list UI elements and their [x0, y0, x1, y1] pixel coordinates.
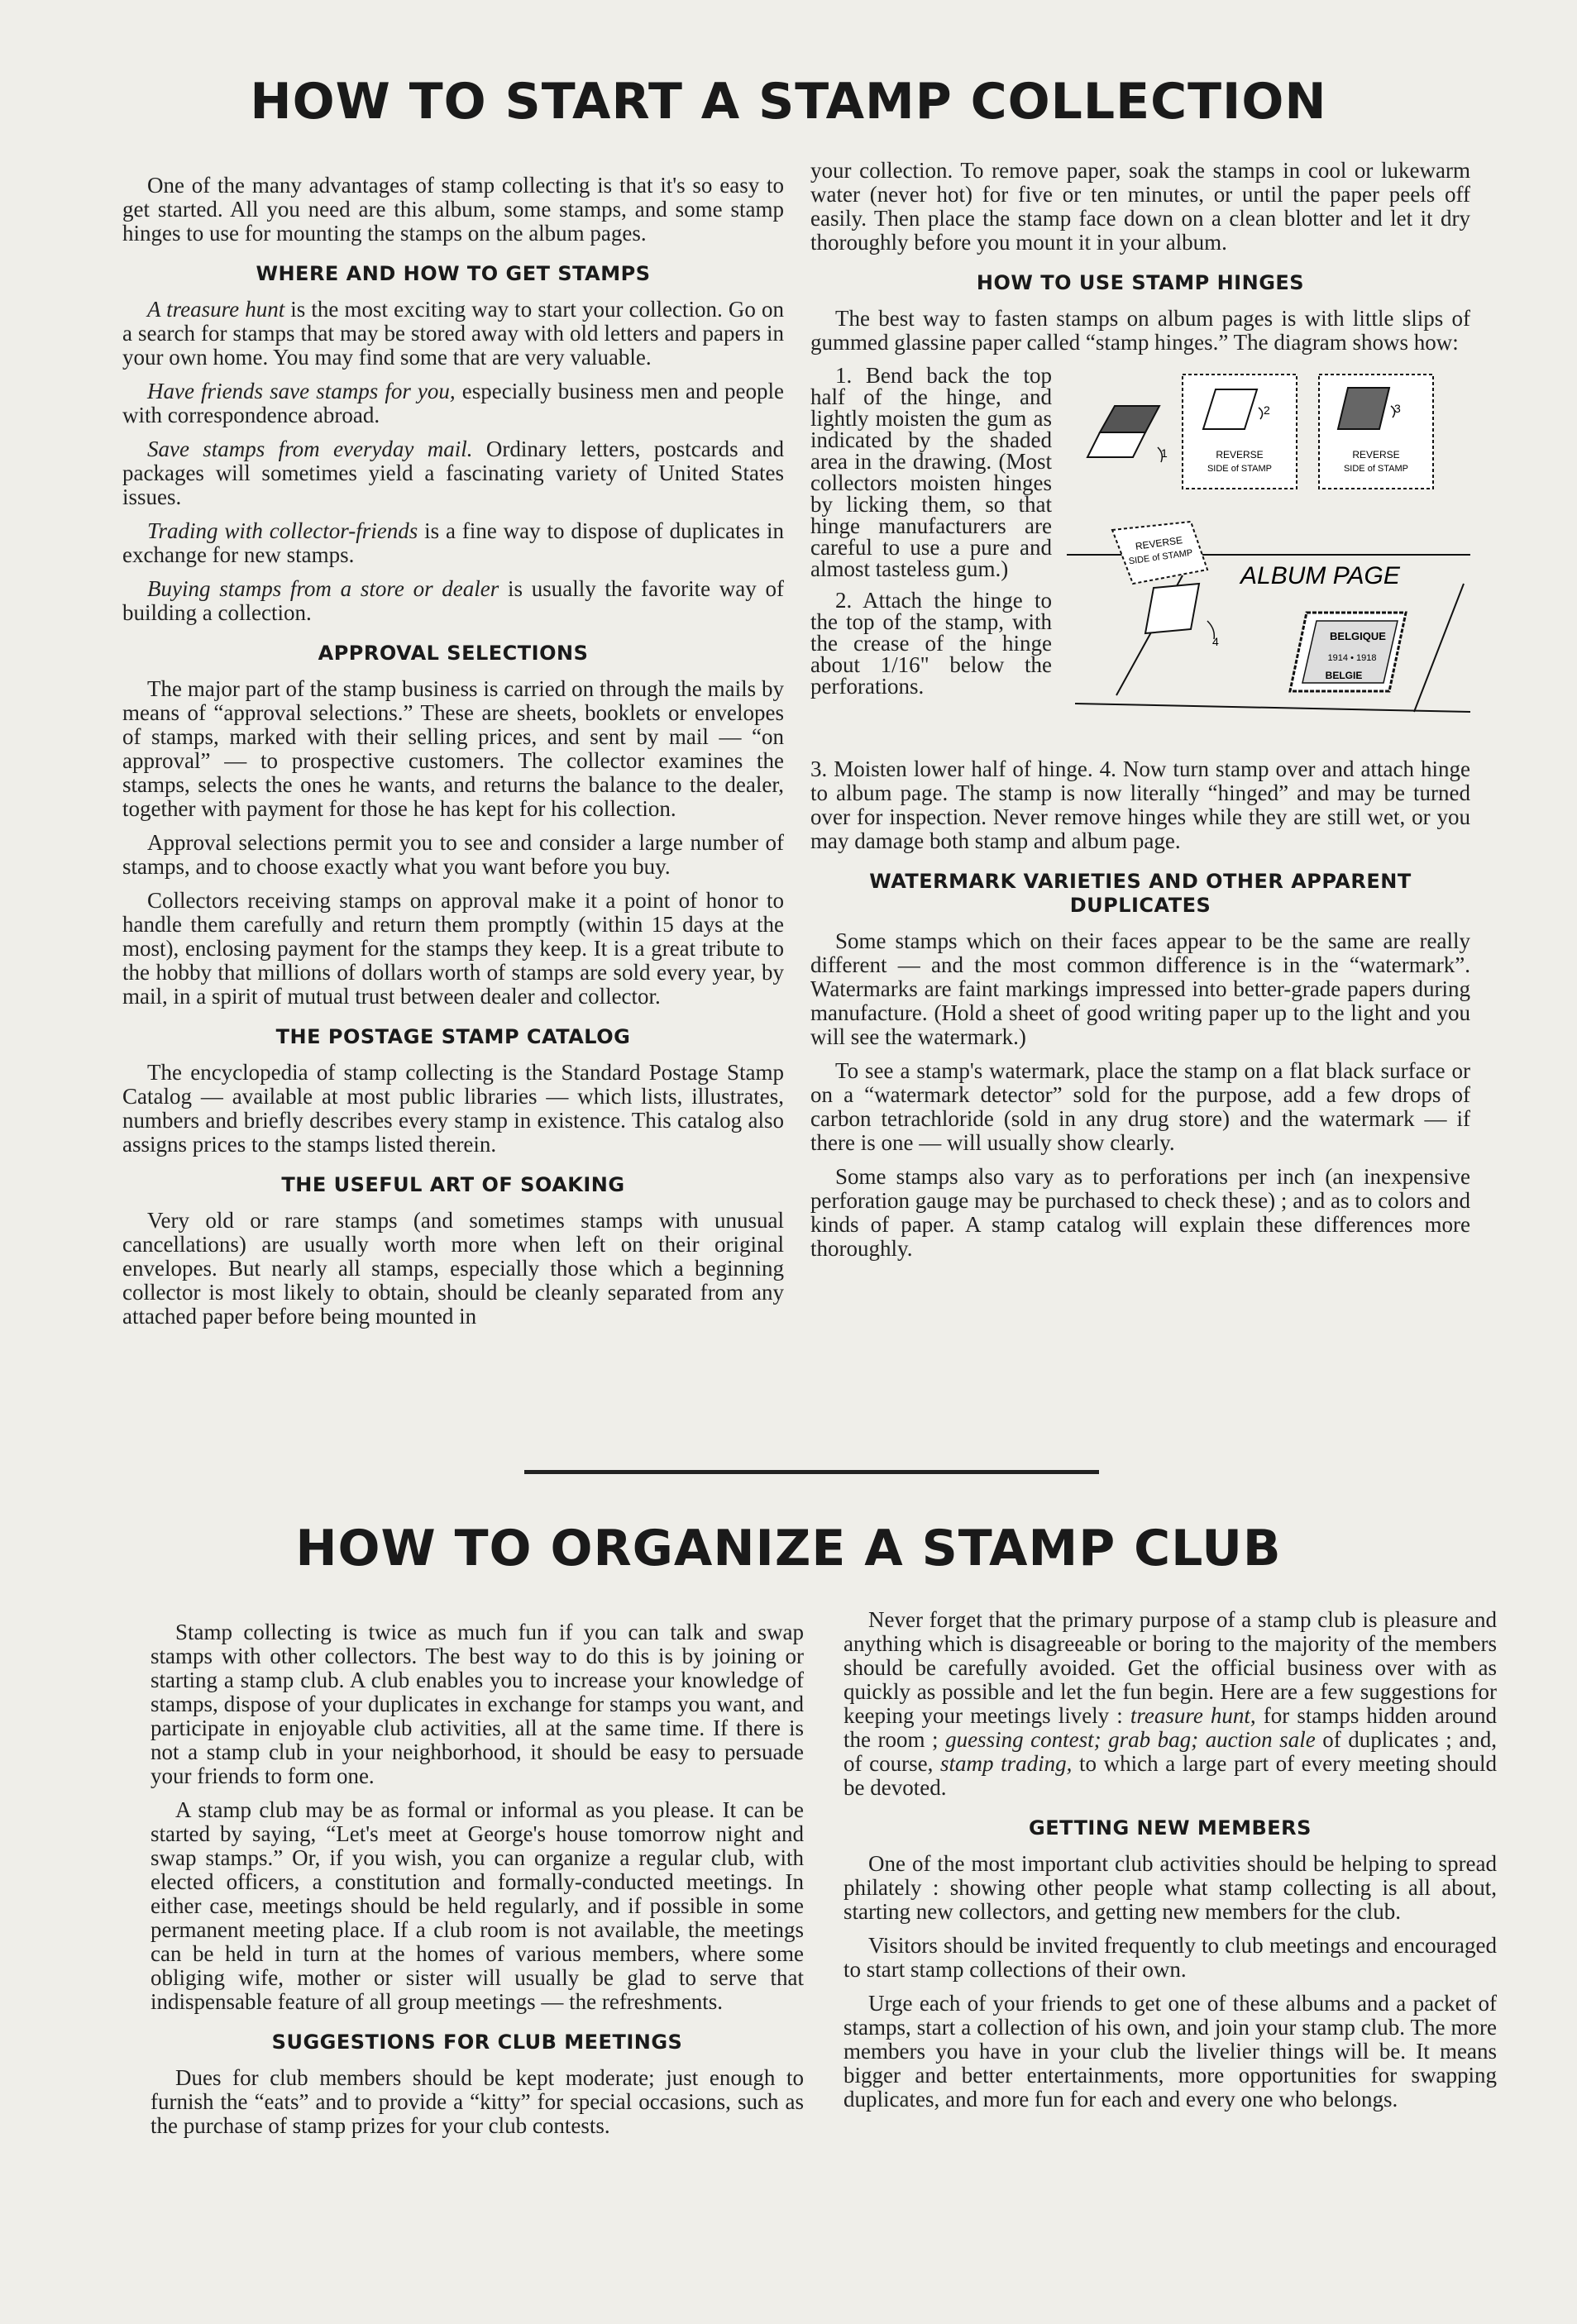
reverse-label-line2: SIDE of STAMP [1343, 464, 1409, 474]
members-heading: GETTING NEW MEMBERS [1029, 1816, 1312, 1840]
hinge-step1-drawing [1087, 406, 1168, 462]
step-number-1: 1 [1161, 446, 1168, 460]
club-section-title: HOW TO ORGANIZE A STAMP CLUB [295, 1520, 1282, 1577]
approval-paragraph-3: Collectors receiving stamps on approval make it a point of honor to handle them carefully and return them promptly (within 15 days at the most), enclosing payment for the stamps they keep. It is a great tribute to the hobby that millions of dollars worth of stamps are sold every year, by mail, in a spirit of mutual trust between dealer and collector. [122, 888, 784, 1009]
friends-paragraph [122, 379, 784, 427]
paragraph-text: especially business men and people with correspondence abroad. [122, 379, 784, 427]
reverse-label-line1: REVERSE [1216, 449, 1264, 461]
right-column-top [810, 159, 1470, 1271]
stamp-country-top: BELGIQUE [1330, 630, 1386, 642]
suggestions-heading: SUGGESTIONS FOR CLUB MEETINGS [271, 2031, 683, 2054]
soaking-continued-paragraph: your collection. To remove paper, soak the stamps in cool or lukewarm water (never hot) for five or ten minutes, or until the paper peels off easily. Then place the stamp face down on a clean blotter and let it dry thoroughly before you mount it in your album. [810, 158, 1470, 255]
watermark-paragraph-3: Some stamps also vary as to perforations per inch (an inexpensive perforation gauge may be purchased to check these) ; and as to colors and kinds of paper. A stamp catalog will explain these differences more thoroughly. [810, 1164, 1470, 1261]
reverse-stamp-step3 [1319, 375, 1433, 489]
paragraph-text: Ordinary letters, postcards and packages will sometimes yield a fascinating variety of United States issues. [122, 437, 784, 509]
emphasis: stamp trading, [939, 1751, 1073, 1776]
club-paragraph-2: A stamp club may be as formal or informal as you please. It can be started by saying, “Let's meet at George's house tomorrow night and swap stamps.” Or, if you wish, you can organize a regular club, with elected officers, a constitution and formally-conducted meetings. In either case, meetings should be held regularly, and if possible in some permanent meeting place. If a club room is not available, the meetings can be held in turn at the homes of various members, where some obliging wife, mother or sister will usually be glad to serve that indispensable feature of all group meetings — the refreshments. [151, 1797, 804, 2014]
right-column-bottom [843, 1608, 1497, 2121]
section-divider [524, 1470, 1099, 1474]
paragraph-text: is usually the favorite way of building a collection. [122, 576, 784, 625]
paragraph-text: is the most exciting way to start your collection. Go on a search for stamps that may be stored away with old letters and papers in your own home. You may find some that are very valuable. [122, 297, 784, 370]
hinge-steps-text [810, 365, 1052, 757]
emphasis: guessing contest; grab bag; auction sale [945, 1727, 1316, 1752]
step-number-2: 2 [1264, 403, 1270, 417]
left-column-top [122, 174, 784, 1339]
hinges-heading: HOW TO USE STAMP HINGES [976, 271, 1305, 294]
watermark-heading: WATERMARK VARIETIES AND OTHER APPARENT DUPLICATES [869, 870, 1412, 917]
paragraph-text: to which a large part of every meeting should be devoted. [843, 1751, 1497, 1800]
hinge-steps [810, 365, 1470, 757]
approval-heading: APPROVAL SELECTIONS [318, 642, 589, 665]
paragraph-text: Never forget that the primary purpose of a stamp club is pleasure and anything which is disagreeable or boring to the majority of the members should be carefully avoided. Get the official business over with as quickly as possible and let the fun begin. Here are a few suggestions for keeping your meetings lively : [843, 1607, 1497, 1728]
reverse-stamp-step2 [1183, 375, 1297, 489]
approval-paragraph-2: Approval selections permit you to see and consider a large number of stamps, and to choose exactly what you want before you buy. [122, 830, 784, 879]
reverse-label-line2: SIDE of STAMP [1128, 547, 1194, 567]
emphasis: Buying stamps from a store or dealer [147, 576, 499, 601]
hinge-diagram [1067, 365, 1470, 757]
members-paragraph-3: Urge each of your friends to get one of these albums and a packet of stamps, start a collection of his own, and join your stamp club. The more members you have in your club the livelier things will be. It means bigger and better entertainments, more opportunities for swapping duplicates, and more fun for each and every one who belongs. [843, 1991, 1497, 2112]
watermark-paragraph-2: To see a stamp's watermark, place the stamp on a flat black surface or on a “watermark detector” sold for the purpose, add a few drops of carbon tetrachloride (sold in any drug store) and the watermark — if there is one — will usually show clearly. [810, 1058, 1470, 1155]
reverse-label-line1: REVERSE [1352, 449, 1400, 461]
emphasis: Save stamps from everyday mail. [147, 437, 473, 461]
stamp-years: 1914 • 1918 [1327, 653, 1377, 663]
emphasis: Trading with collector-friends [147, 518, 418, 543]
treasure-hunt-paragraph [122, 298, 784, 370]
catalog-heading: THE POSTAGE STAMP CATALOG [275, 1025, 631, 1048]
hinge-diagram-illustration [1067, 365, 1470, 757]
step-1: 1. Bend back the top half of the hinge, and lightly moisten the gum as indicated by the shaded area in the drawing. (Most collectors moisten hinges by licking them, so that hinge manufacturers are careful to use a pure and almost tasteless gum.) [810, 363, 1052, 581]
meetings-paragraph [843, 1608, 1497, 1800]
approval-paragraph-1: The major part of the stamp business is carried on through the mails by means of “approval selections.” These are sheets, booklets or envelopes of stamps, marked with their selling prices, and sent by mail — “on approval” — to prospective customers. The collector examines the stamps, selects the ones he wants, and returns the balance to the dealer, together with payment for those he has kept for his collection. [122, 676, 784, 821]
watermark-paragraph-1: Some stamps which on their faces appear to be the same are really different — and the most common difference is in the “watermark”. Watermarks are faint markings impressed into better-grade papers during manufacture. (Hold a sheet of good writing paper up to the light and you will see the watermark.) [810, 928, 1470, 1049]
paragraph-text: of duplicates ; and, of course, [843, 1727, 1497, 1776]
emphasis: Have friends save stamps for you, [147, 379, 456, 403]
step-3-4: 3. Moisten lower half of hinge. 4. Now turn stamp over and attach hinge to album page. The stamp is now literally “hinged” and may be turned over for inspection. Never remove hinges while they are still wet, or you may damage both stamp and album page. [810, 756, 1470, 853]
members-paragraph-2: Visitors should be invited frequently to club meetings and encouraged to start stamp collections of their own. [843, 1933, 1497, 1982]
intro-paragraph: One of the many advantages of stamp collecting is that it's so easy to get started. All you need are this album, some stamps, and some stamp hinges to use for mounting the stamps on the album pages. [122, 173, 784, 246]
hinges-paragraph: The best way to fasten stamps on album pages is with little slips of gummed glassine paper called “stamp hinges.” The diagram shows how: [810, 306, 1470, 355]
emphasis: A treasure hunt [147, 297, 285, 322]
club-paragraph-1: Stamp collecting is twice as much fun if you can talk and swap stamps with other collectors. The best way to do this is by joining or starting a stamp club. A club enables you to increase your knowledge of stamps, dispose of your duplicates in exchange for stamps you want, and participate in enjoyable club activities, all at the same time. If there is not a stamp club in your neighborhood, it should be easy to persuade your friends to form one. [151, 1620, 804, 1788]
stamp-country-bottom: BELGIE [1325, 670, 1363, 681]
suggestions-paragraph: Dues for club members should be kept moderate; just enough to furnish the “eats” and to provide a “kitty” for special occasions, such as the purchase of stamp prizes for your club contests. [151, 2065, 804, 2138]
mail-paragraph [122, 437, 784, 509]
trading-paragraph [122, 519, 784, 567]
emphasis: treasure hunt, [1130, 1703, 1256, 1728]
step-number-3: 3 [1394, 402, 1401, 415]
buying-paragraph [122, 577, 784, 625]
step-2: 2. Attach the hinge to the top of the stamp, with the crease of the hinge about 1/16" below the perforations. [810, 588, 1052, 699]
step-number-4: 4 [1212, 635, 1219, 648]
soaking-heading: THE USEFUL ART OF SOAKING [281, 1173, 625, 1196]
soaking-paragraph: Very old or rare stamps (and sometimes stamps with unusual cancellations) are usually worth more when left on their original envelopes. But nearly all stamps, especially those which a beginning collector is most likely to obtain, should be cleanly separated from any attached paper before being mounted in [122, 1208, 784, 1329]
reverse-label-line1: REVERSE [1135, 534, 1183, 552]
album-page-label: ALBUM PAGE [1240, 562, 1400, 589]
members-paragraph-1: One of the most important club activities should be helping to spread philately : showing other people what stamp collecting is all about, starting new collectors, and getting new members for the club. [843, 1851, 1497, 1924]
paragraph-text: is a fine way to dispose of duplicates in exchange for new stamps. [122, 518, 784, 567]
page-title: HOW TO START A STAMP COLLECTION [250, 73, 1327, 131]
left-column-bottom [151, 1620, 804, 2148]
album-page-drawing [1067, 522, 1470, 712]
where-heading: WHERE AND HOW TO GET STAMPS [256, 262, 651, 285]
catalog-paragraph: The encyclopedia of stamp collecting is the Standard Postage Stamp Catalog — available at most public libraries — which lists, illustrates, numbers and briefly describes every stamp in existence. This catalog also assigns prices to the stamps listed therein. [122, 1060, 784, 1157]
reverse-label-line2: SIDE of STAMP [1207, 464, 1273, 474]
paragraph-text: for stamps hidden around the room ; [843, 1703, 1497, 1752]
